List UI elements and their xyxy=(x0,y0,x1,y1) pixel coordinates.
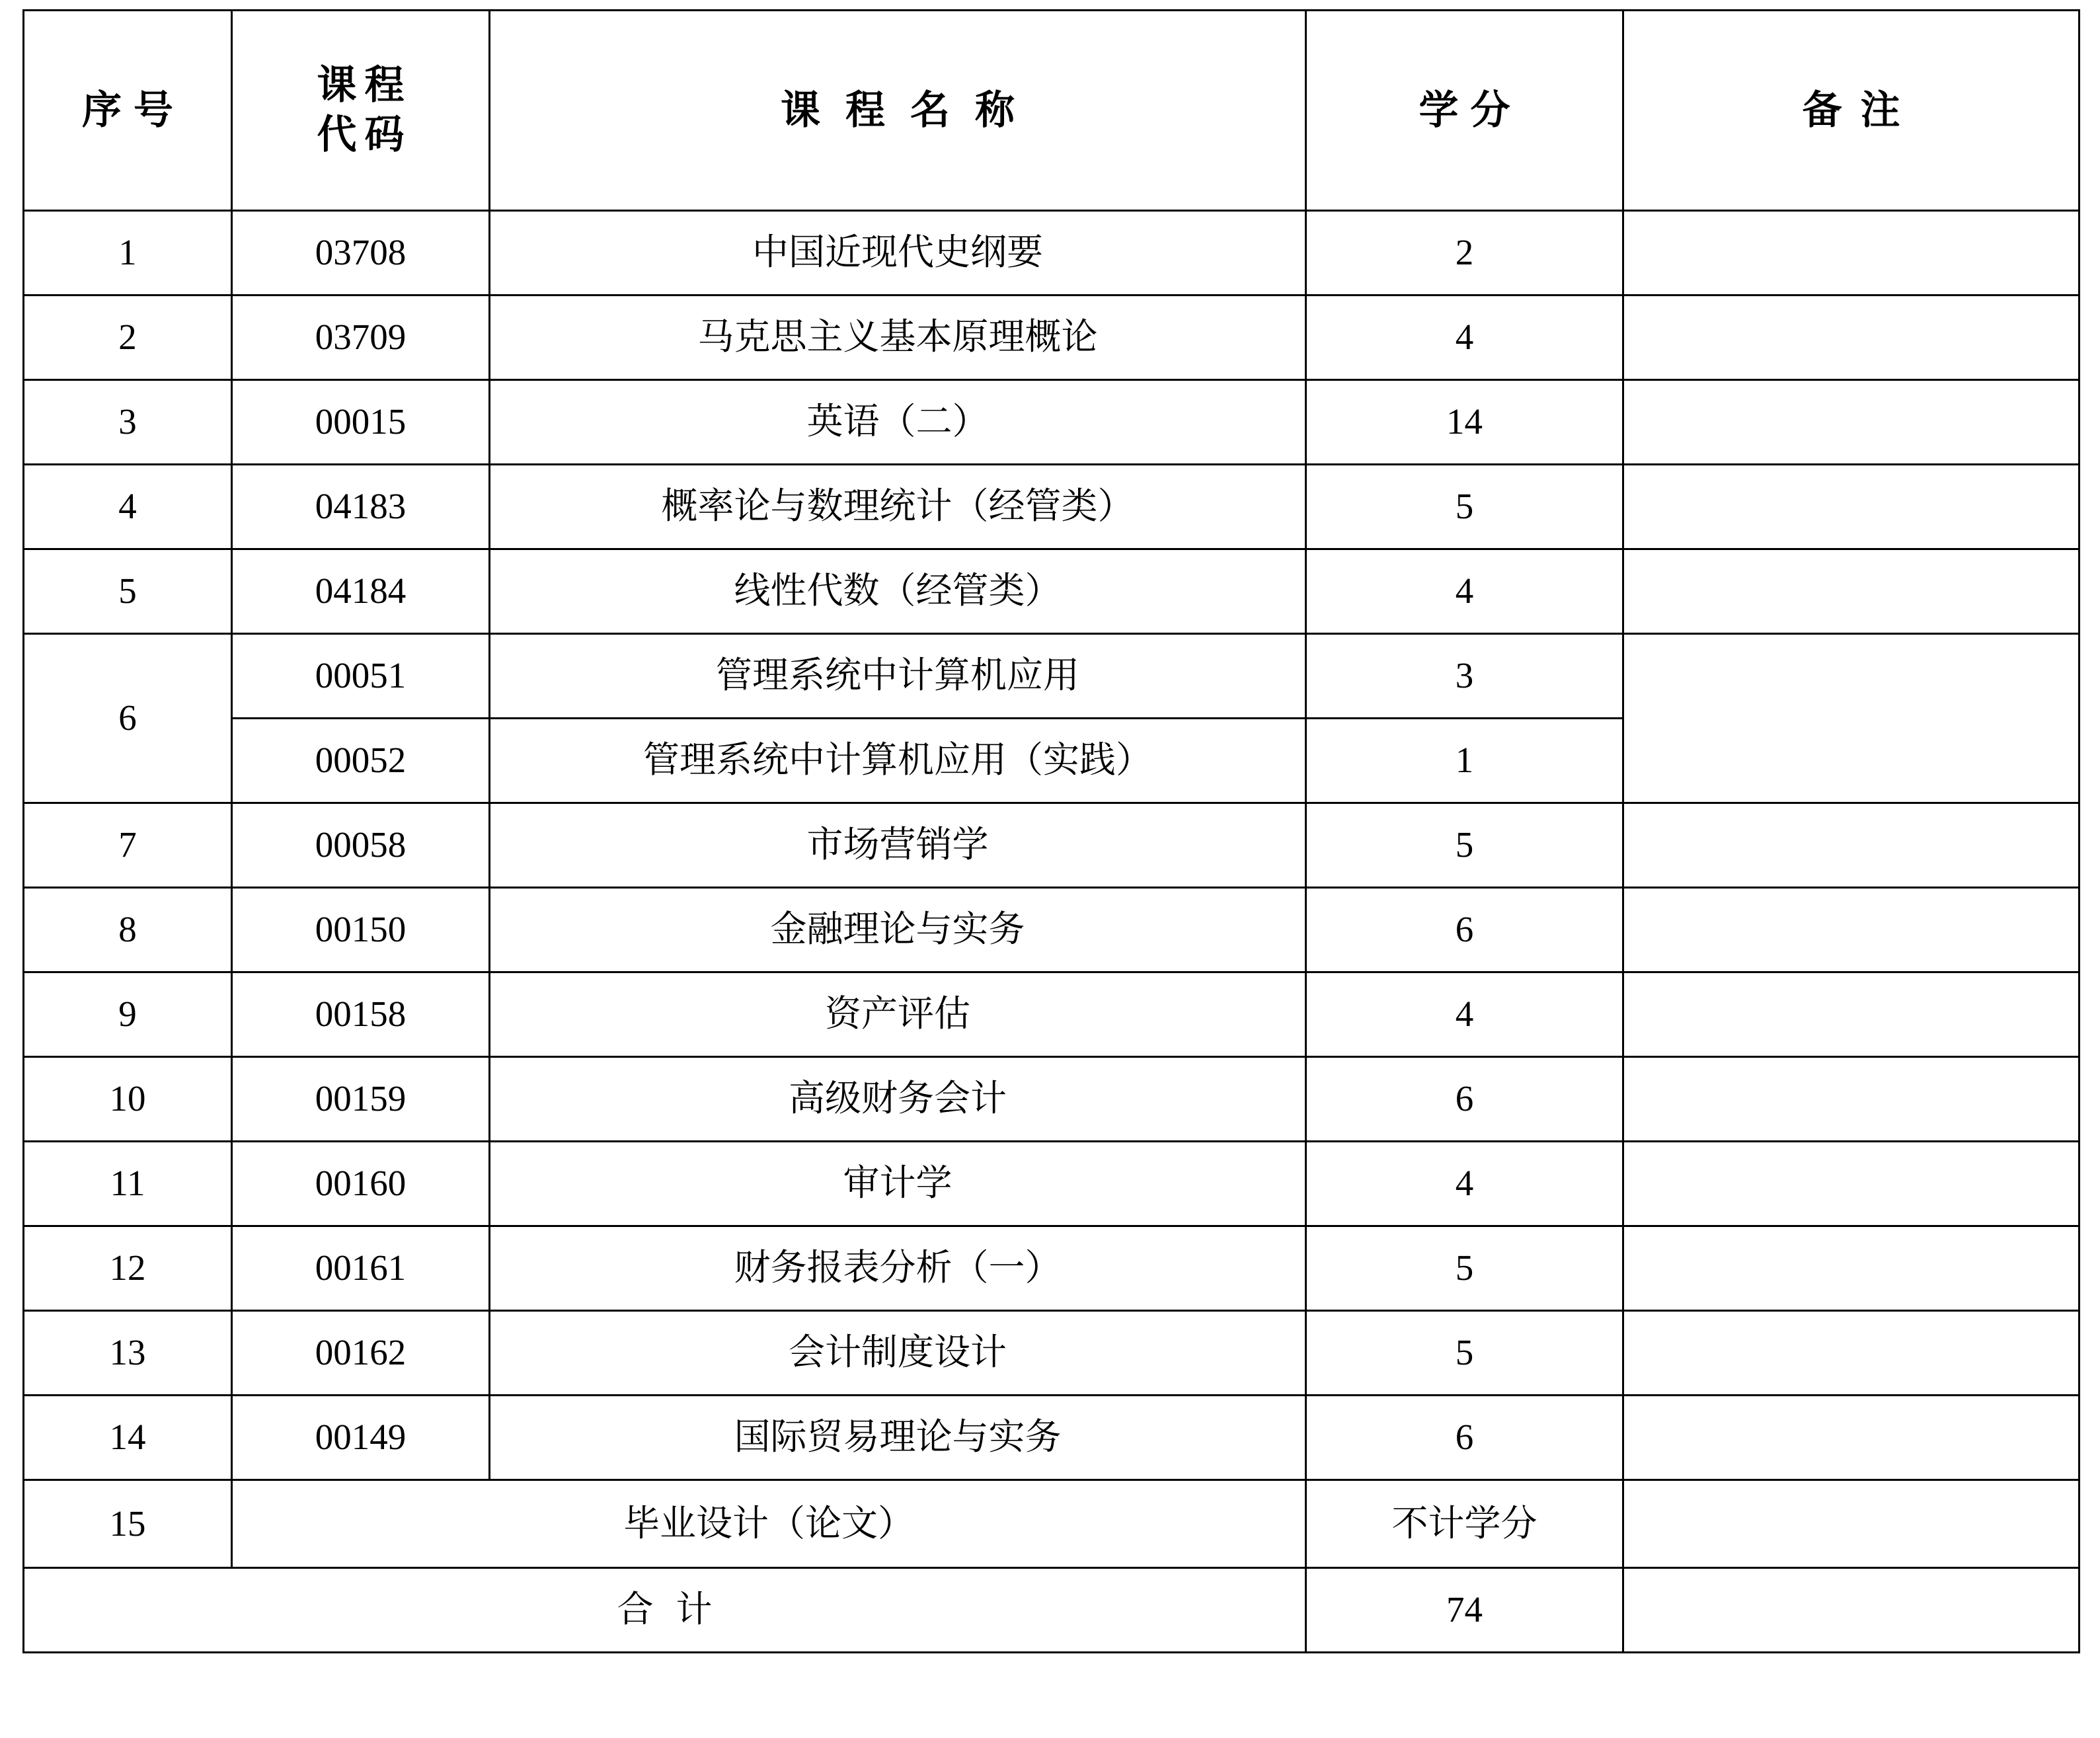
row-credit: 6 xyxy=(1306,1057,1623,1142)
row-index: 1 xyxy=(24,211,232,296)
row-credit: 4 xyxy=(1306,549,1623,634)
table-row xyxy=(24,1142,2080,1226)
row-credit: 2 xyxy=(1306,211,1623,296)
table-row xyxy=(24,1396,2080,1480)
row-note xyxy=(1623,465,2080,549)
row-note xyxy=(1623,803,2080,888)
row-note xyxy=(1623,972,2080,1057)
row-code: 04183 xyxy=(232,465,490,549)
table-row xyxy=(24,1311,2080,1396)
row-code: 00161 xyxy=(232,1226,490,1311)
row-name: 市场营销学 xyxy=(490,803,1306,888)
row-credit: 5 xyxy=(1306,465,1623,549)
row-note xyxy=(1623,211,2080,296)
row-name: 高级财务会计 xyxy=(490,1057,1306,1142)
row-code: 00159 xyxy=(232,1057,490,1142)
row-index: 2 xyxy=(24,296,232,380)
row-index: 7 xyxy=(24,803,232,888)
row-credit: 4 xyxy=(1306,1142,1623,1226)
row-name: 中国近现代史纲要 xyxy=(490,211,1306,296)
row-code: 03708 xyxy=(232,211,490,296)
row-note xyxy=(1623,380,2080,465)
row-name: 毕业设计（论文） xyxy=(232,1480,1306,1568)
row-note xyxy=(1623,1142,2080,1226)
row-code: 00015 xyxy=(232,380,490,465)
row-credit: 5 xyxy=(1306,1311,1623,1396)
table-total-row xyxy=(24,1568,2080,1653)
row-code: 03709 xyxy=(232,296,490,380)
row-name: 管理系统中计算机应用（实践） xyxy=(490,719,1306,803)
row-index: 8 xyxy=(24,888,232,972)
total-label: 合计 xyxy=(24,1568,1306,1653)
table-header-row xyxy=(24,11,2080,211)
header-name xyxy=(490,11,1306,211)
row-index: 5 xyxy=(24,549,232,634)
row-name: 英语（二） xyxy=(490,380,1306,465)
table-row xyxy=(24,211,2080,296)
row-note xyxy=(1623,1057,2080,1142)
header-note xyxy=(1623,11,2080,211)
row-credit: 4 xyxy=(1306,972,1623,1057)
header-note-label: 备注 xyxy=(1802,87,1919,134)
row-name: 财务报表分析（一） xyxy=(490,1226,1306,1311)
row-index: 15 xyxy=(24,1480,232,1568)
table-row xyxy=(24,634,2080,719)
row-name: 会计制度设计 xyxy=(490,1311,1306,1396)
row-name: 资产评估 xyxy=(490,972,1306,1057)
row-note xyxy=(1623,1226,2080,1311)
row-note xyxy=(1623,1396,2080,1480)
row-index: 11 xyxy=(24,1142,232,1226)
row-name: 概率论与数理统计（经管类） xyxy=(490,465,1306,549)
row-index: 6 xyxy=(24,634,232,803)
row-credit: 5 xyxy=(1306,1226,1623,1311)
row-credit: 不计学分 xyxy=(1306,1480,1623,1568)
row-name: 线性代数（经管类） xyxy=(490,549,1306,634)
row-index: 9 xyxy=(24,972,232,1057)
row-code: 00051 xyxy=(232,634,490,719)
row-code: 00058 xyxy=(232,803,490,888)
row-name: 管理系统中计算机应用 xyxy=(490,634,1306,719)
row-name: 金融理论与实务 xyxy=(490,888,1306,972)
row-note xyxy=(1623,634,2080,803)
row-note xyxy=(1623,296,2080,380)
row-note xyxy=(1623,888,2080,972)
row-code: 00052 xyxy=(232,719,490,803)
row-name: 马克思主义基本原理概论 xyxy=(490,296,1306,380)
row-credit: 3 xyxy=(1306,634,1623,719)
row-credit: 4 xyxy=(1306,296,1623,380)
row-note xyxy=(1623,1311,2080,1396)
row-index: 13 xyxy=(24,1311,232,1396)
total-credit: 74 xyxy=(1306,1568,1623,1653)
row-index: 12 xyxy=(24,1226,232,1311)
row-index: 10 xyxy=(24,1057,232,1142)
row-credit: 6 xyxy=(1306,888,1623,972)
row-name: 审计学 xyxy=(490,1142,1306,1226)
header-code-label-line1: 课程 xyxy=(317,62,412,108)
table-row xyxy=(24,296,2080,380)
row-code: 00150 xyxy=(232,888,490,972)
row-code: 00160 xyxy=(232,1142,490,1226)
row-index: 14 xyxy=(24,1396,232,1480)
table-row xyxy=(24,1057,2080,1142)
header-index xyxy=(24,11,232,211)
header-credit-label: 学分 xyxy=(1419,87,1522,134)
header-credit xyxy=(1306,11,1623,211)
row-code: 00158 xyxy=(232,972,490,1057)
row-name: 国际贸易理论与实务 xyxy=(490,1396,1306,1480)
header-index-label: 序号 xyxy=(82,87,185,134)
row-credit: 14 xyxy=(1306,380,1623,465)
row-code: 04184 xyxy=(232,549,490,634)
row-code: 00162 xyxy=(232,1311,490,1396)
row-credit: 6 xyxy=(1306,1396,1623,1480)
table-row xyxy=(24,465,2080,549)
row-index: 4 xyxy=(24,465,232,549)
course-plan-table xyxy=(22,9,2080,1653)
table-row xyxy=(24,549,2080,634)
header-code-label-line2: 代码 xyxy=(317,112,412,158)
total-note xyxy=(1623,1568,2080,1653)
row-index: 3 xyxy=(24,380,232,465)
row-note xyxy=(1623,549,2080,634)
table-row xyxy=(24,972,2080,1057)
table-row xyxy=(24,380,2080,465)
row-code: 00149 xyxy=(232,1396,490,1480)
row-credit: 1 xyxy=(1306,719,1623,803)
row-note xyxy=(1623,1480,2080,1568)
table-row xyxy=(24,888,2080,972)
table-row xyxy=(24,1226,2080,1311)
row-credit: 5 xyxy=(1306,803,1623,888)
table-row xyxy=(24,803,2080,888)
table-row-graduation xyxy=(24,1480,2080,1568)
header-code xyxy=(232,11,490,211)
header-name-label: 课程名称 xyxy=(781,87,1040,134)
